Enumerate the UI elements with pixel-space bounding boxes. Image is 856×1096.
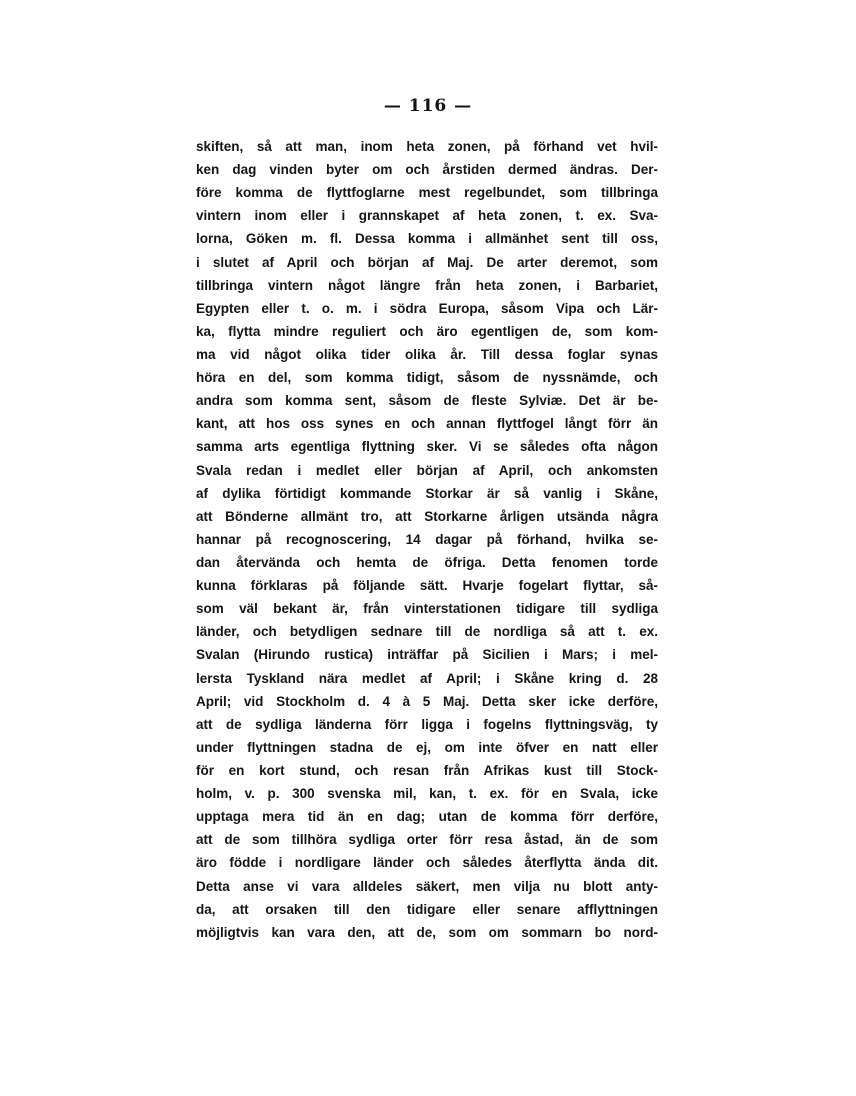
text-line: kant, att hos oss synes en och annan flyttfogel långt förr än	[196, 416, 658, 432]
text-line: dan återvända och hemta de öfriga. Detta fenomen torde	[196, 554, 658, 570]
text-line: under flyttningen stadna de ej, om inte öfver en natt eller	[196, 739, 658, 755]
text-line: Svala redan i medlet eller början af April, och ankomsten	[196, 462, 658, 478]
text-line: Svalan (Hirundo rustica) inträffar på Sicilien i Mars; i mel-	[196, 647, 658, 663]
text-line: kunna förklaras på följande sätt. Hvarje fogelart flyttar, så-	[196, 578, 658, 594]
body-text	[196, 135, 658, 944]
text-line: ma vid något olika tider olika år. Till dessa foglar synas	[196, 346, 658, 362]
text-line: för en kort stund, och resan från Afrikas kust till Stock-	[196, 762, 658, 778]
text-line: af dylika förtidigt kommande Storkar är så vanlig i Skåne,	[196, 485, 658, 501]
text-line: lorna, Göken m. fl. Dessa komma i allmänhet sent till oss,	[196, 231, 658, 247]
text-line: att de som tillhöra sydliga orter förr resa åstad, än de som	[196, 832, 658, 848]
text-line: andra som komma sent, såsom de fleste Sylviæ. Det är be-	[196, 393, 658, 409]
text-line: höra en del, som komma tidigt, såsom de nyssnämde, och	[196, 370, 658, 386]
text-line: da, att orsaken till den tidigare eller senare afflyttningen	[196, 901, 658, 917]
text-line: hannar på recognoscering, 14 dagar på förhand, hvilka se-	[196, 531, 658, 547]
text-line: i slutet af April och början af Maj. De arter deremot, som	[196, 254, 658, 270]
text-line: att Bönderne allmänt tro, att Storkarne årligen utsända några	[196, 508, 658, 524]
text-line: skiften, så att man, inom heta zonen, på förhand vet hvil-	[196, 139, 658, 154]
text-line: före komma de flyttfoglarne mest regelbundet, som tillbringa	[196, 185, 658, 201]
page-number: — 116 —	[383, 96, 473, 116]
text-line: ka, flytta mindre reguliert och äro egentligen de, som kom-	[196, 323, 658, 339]
text-line: äro födde i nordligare länder och således återflytta ända dit.	[196, 855, 658, 871]
text-line: som väl bekant är, från vinterstationen tidigare till sydliga	[196, 601, 658, 617]
text-line: Egypten eller t. o. m. i södra Europa, såsom Vipa och Lär-	[196, 300, 658, 316]
text-line: holm, v. p. 300 svenska mil, kan, t. ex. för en Svala, icke	[196, 786, 658, 802]
text-line: ken dag vinden byter om och årstiden dermed ändras. Der-	[196, 162, 658, 178]
text-line: att de sydliga länderna förr ligga i fogelns flyttningsväg, ty	[196, 716, 658, 732]
text-line: April; vid Stockholm d. 4 à 5 Maj. Detta sker icke derföre,	[196, 693, 658, 709]
text-line: samma arts egentliga flyttning sker. Vi se således ofta någon	[196, 439, 658, 455]
text-line: lersta Tyskland nära medlet af April; i Skåne kring d. 28	[196, 670, 658, 686]
text-line: länder, och betydligen sednare till de nordliga så att t. ex.	[196, 624, 658, 640]
text-line: tillbringa vintern något längre från heta zonen, i Barbariet,	[196, 277, 658, 293]
text-line: möjligtvis kan vara den, att de, som om sommarn bo nord-	[196, 924, 658, 940]
text-line: Detta anse vi vara alldeles säkert, men vilja nu blott anty-	[196, 878, 658, 894]
text-line: upptaga mera tid än en dag; utan de komma förr derföre,	[196, 809, 658, 825]
text-line: vintern inom eller i grannskapet af heta zonen, t. ex. Sva-	[196, 208, 658, 224]
